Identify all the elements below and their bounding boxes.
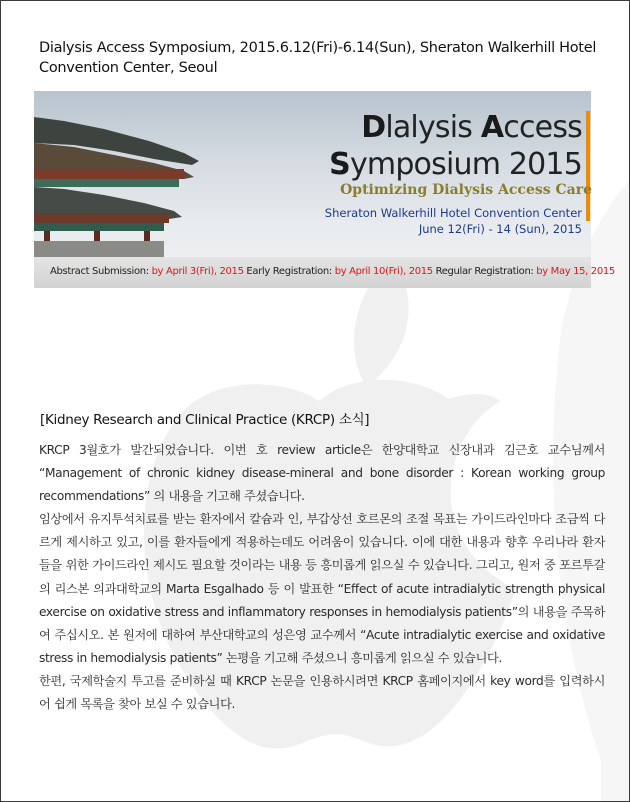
venue-name: Sheraton Walkerhill Hotel Convention Center <box>324 206 582 220</box>
banner-subtitle: Optimizing Dialysis Access Care <box>340 182 592 198</box>
symposium-banner <box>34 91 615 288</box>
early-label: Early Registration: <box>246 266 335 277</box>
paragraph-2: 임상에서 유지투석치료를 받는 환자에서 칼슘과 인, 부갑상선 호르몬의 조절 목표는 가이드라인마다 조금씩 다르게 제시하고 있고, 이를 환자들에게 적용하는데도 어려움이 있습니다. 이에 대한 내용과 향후 우리나라 환자들을 위한 가이드라인 제시도 필요할 것이라는 내용 등 흥미롭게 읽으실 수 있습니다. 그리고, 원저 중 포르투갈의 리스본 의과대학교의 Marta Esgalhado 등 이 발표한 “Effect of acute intradialytic strength physical exercise on oxidative stress and inflammatory responses in hemodialysis patients”의 내용을 주목하여 주십시오. 본 원저에 대하여 부산대학교의 성은영 교수께서 “Acute intradialytic exercise and oxidative stress in hemodialysis patients” 논평을 기고해 주셨으니 흥미롭게 읽으실 수 있습니다. <box>39 512 605 665</box>
regular-label: Regular Registration: <box>435 266 537 277</box>
regular-date: by May 15, 2015 <box>536 266 615 277</box>
early-date: by April 10(Fri), 2015 <box>334 266 433 277</box>
title-cap-s: S <box>329 147 350 182</box>
title-text-1: lalysis <box>385 110 481 145</box>
accent-bar <box>586 111 590 221</box>
deadline-list <box>50 266 615 277</box>
banner-venue <box>284 205 582 237</box>
venue-dates: June 12(Fri) - 14 (Sun), 2015 <box>418 222 582 236</box>
paragraph-1: KRCP 3월호가 발간되었습니다. 이번 호 review article은 한양대학교 신장내과 김근호 교수님께서 “Management of chronic kidney disease-mineral and bone disorder : Korean working group recommendations” 의 내용을 기고해 주셨습니다. <box>39 443 605 504</box>
title-text-2: ccess <box>503 110 582 145</box>
event-header <box>39 38 599 78</box>
event-header-line-1: Dialysis Access Symposium, 2015.6.12(Fri)-6.14(Sun), Sheraton Walkerhill Hotel <box>39 40 597 56</box>
paragraph-3: 한편, 국제학술지 투고를 준비하실 때 KRCP 논문을 인용하시려면 KRCP 홈페이지에서 key word를 입력하시어 쉽게 목록을 찾아 보실 수 있습니다. <box>39 673 605 712</box>
title-text-3: ymposium 2015 <box>349 147 582 182</box>
banner-title <box>314 109 582 183</box>
event-header-line-2: Convention Center, Seoul <box>39 60 218 76</box>
title-cap-d: D <box>361 110 386 145</box>
abstract-date: by April 3(Fri), 2015 <box>151 266 244 277</box>
abstract-label: Abstract Submission: <box>50 266 152 277</box>
article-body <box>39 439 605 716</box>
section-heading: [Kidney Research and Clinical Practice (KRCP) 소식] <box>40 412 370 428</box>
title-cap-a: A <box>480 110 504 145</box>
